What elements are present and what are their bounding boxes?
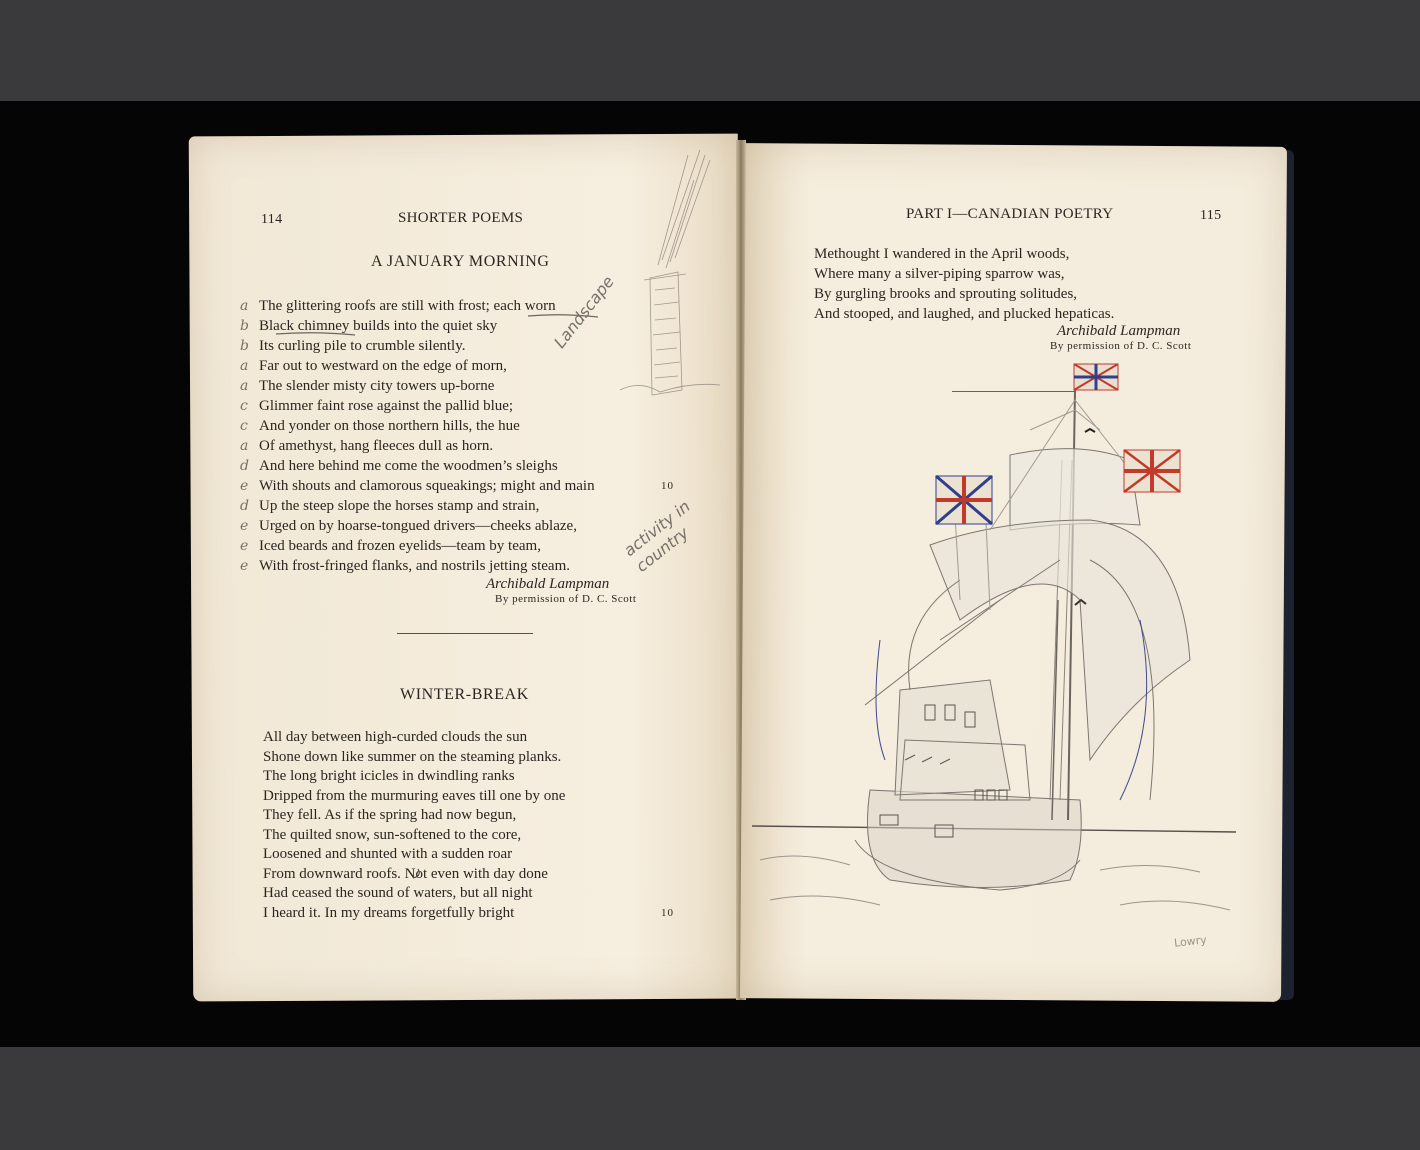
poem-line: The glittering roofs are still with frost; each worn (259, 298, 556, 314)
rhyme-letter: e (240, 518, 249, 534)
poem-line: The quilted snow, sun-softened to the core, (263, 826, 522, 843)
poem-line: And yonder on those northern hills, the hue (259, 418, 520, 434)
poem-line: Shone down like summer on the steaming planks. (263, 748, 562, 765)
poem-title-january-morning: A JANUARY MORNING (371, 253, 550, 270)
poem-line: I heard it. In my dreams forgetfully bright (263, 904, 515, 921)
poem-line: With frost-fringed flanks, and nostrils jetting steam. (259, 558, 571, 574)
rhyme-letter: b (240, 338, 249, 354)
poem-line: Up the steep slope the horses stamp and strain, (259, 498, 540, 514)
line-number: 10 (661, 480, 674, 492)
author-credit: Archibald Lampman (1057, 323, 1181, 339)
permission-credit: By permission of D. C. Scott (1050, 340, 1192, 352)
poem-line: By gurgling brooks and sprouting solitudes, (814, 286, 1078, 302)
poem-line: Iced beards and frozen eyelids—team by team, (259, 538, 541, 554)
running-head-right: PART I—CANADIAN POETRY (906, 206, 1114, 222)
rhyme-letter: d (240, 498, 249, 514)
rhyme-letter: c (240, 398, 248, 414)
poem-line: The long bright icicles in dwindling ranks (263, 768, 515, 784)
poem-line: And stooped, and laughed, and plucked hepaticas. (814, 306, 1115, 322)
poem-line: From downward roofs. Not even with day done (263, 865, 548, 882)
line-number: 10 (661, 907, 674, 919)
poem-line: Where many a silver-piping sparrow was, (814, 266, 1065, 282)
permission-credit: By permission of D. C. Scott (495, 593, 637, 605)
poem-line: Of amethyst, hang fleeces dull as horn. (259, 438, 494, 454)
poem-line: Glimmer faint rose against the pallid blue; (259, 398, 514, 414)
poem-line: All day between high-curded clouds the sun (263, 729, 528, 745)
poem-line: Urged on by hoarse-tongued drivers—cheeks ablaze, (259, 518, 577, 534)
poem-line: And here behind me come the woodmen’s sleighs (259, 458, 558, 474)
poem-line: Its curling pile to crumble silently. (259, 338, 466, 354)
rhyme-letter: d (240, 458, 249, 474)
rhyme-letter: c (240, 418, 248, 434)
rhyme-letter: e (240, 558, 249, 574)
drawing-signature: Lowry (1173, 933, 1208, 950)
section-divider-right (952, 391, 1074, 392)
rhyme-letter: a (240, 358, 249, 374)
poem-line: Far out to westward on the edge of morn, (259, 358, 507, 374)
poem-line: Loosened and shunted with a sudden roar (263, 846, 513, 862)
rhyme-letter: a (240, 378, 249, 394)
page-number-left: 114 (261, 212, 283, 227)
poem-line: Methought I wandered in the April woods, (814, 246, 1070, 262)
handwritten-note-activity: activity in country (620, 496, 694, 576)
poem-line: They fell. As if the spring had now begun, (263, 807, 517, 823)
page-number-right: 115 (1200, 208, 1222, 223)
handwritten-note-landscape: Landscape (550, 272, 618, 352)
rhyme-letter: e (240, 538, 249, 554)
poem-line: Had ceased the sound of waters, but all night (263, 885, 533, 901)
rhyme-letter: a (240, 298, 249, 314)
rhyme-letter: a (240, 438, 249, 454)
poem-line: Dripped from the murmuring eaves till one by one (263, 787, 566, 804)
running-head-left: SHORTER POEMS (398, 210, 524, 226)
poem-line: With shouts and clamorous squeakings; might and main (259, 478, 595, 494)
poem-title-winter-break: WINTER-BREAK (400, 686, 529, 703)
author-credit: Archibald Lampman (486, 576, 610, 592)
rhyme-letter: e (240, 478, 249, 494)
rhyme-letter: b (240, 318, 249, 334)
poem-line: Black chimney builds into the quiet sky (259, 318, 498, 334)
poem-line: The slender misty city towers up-borne (259, 378, 495, 394)
